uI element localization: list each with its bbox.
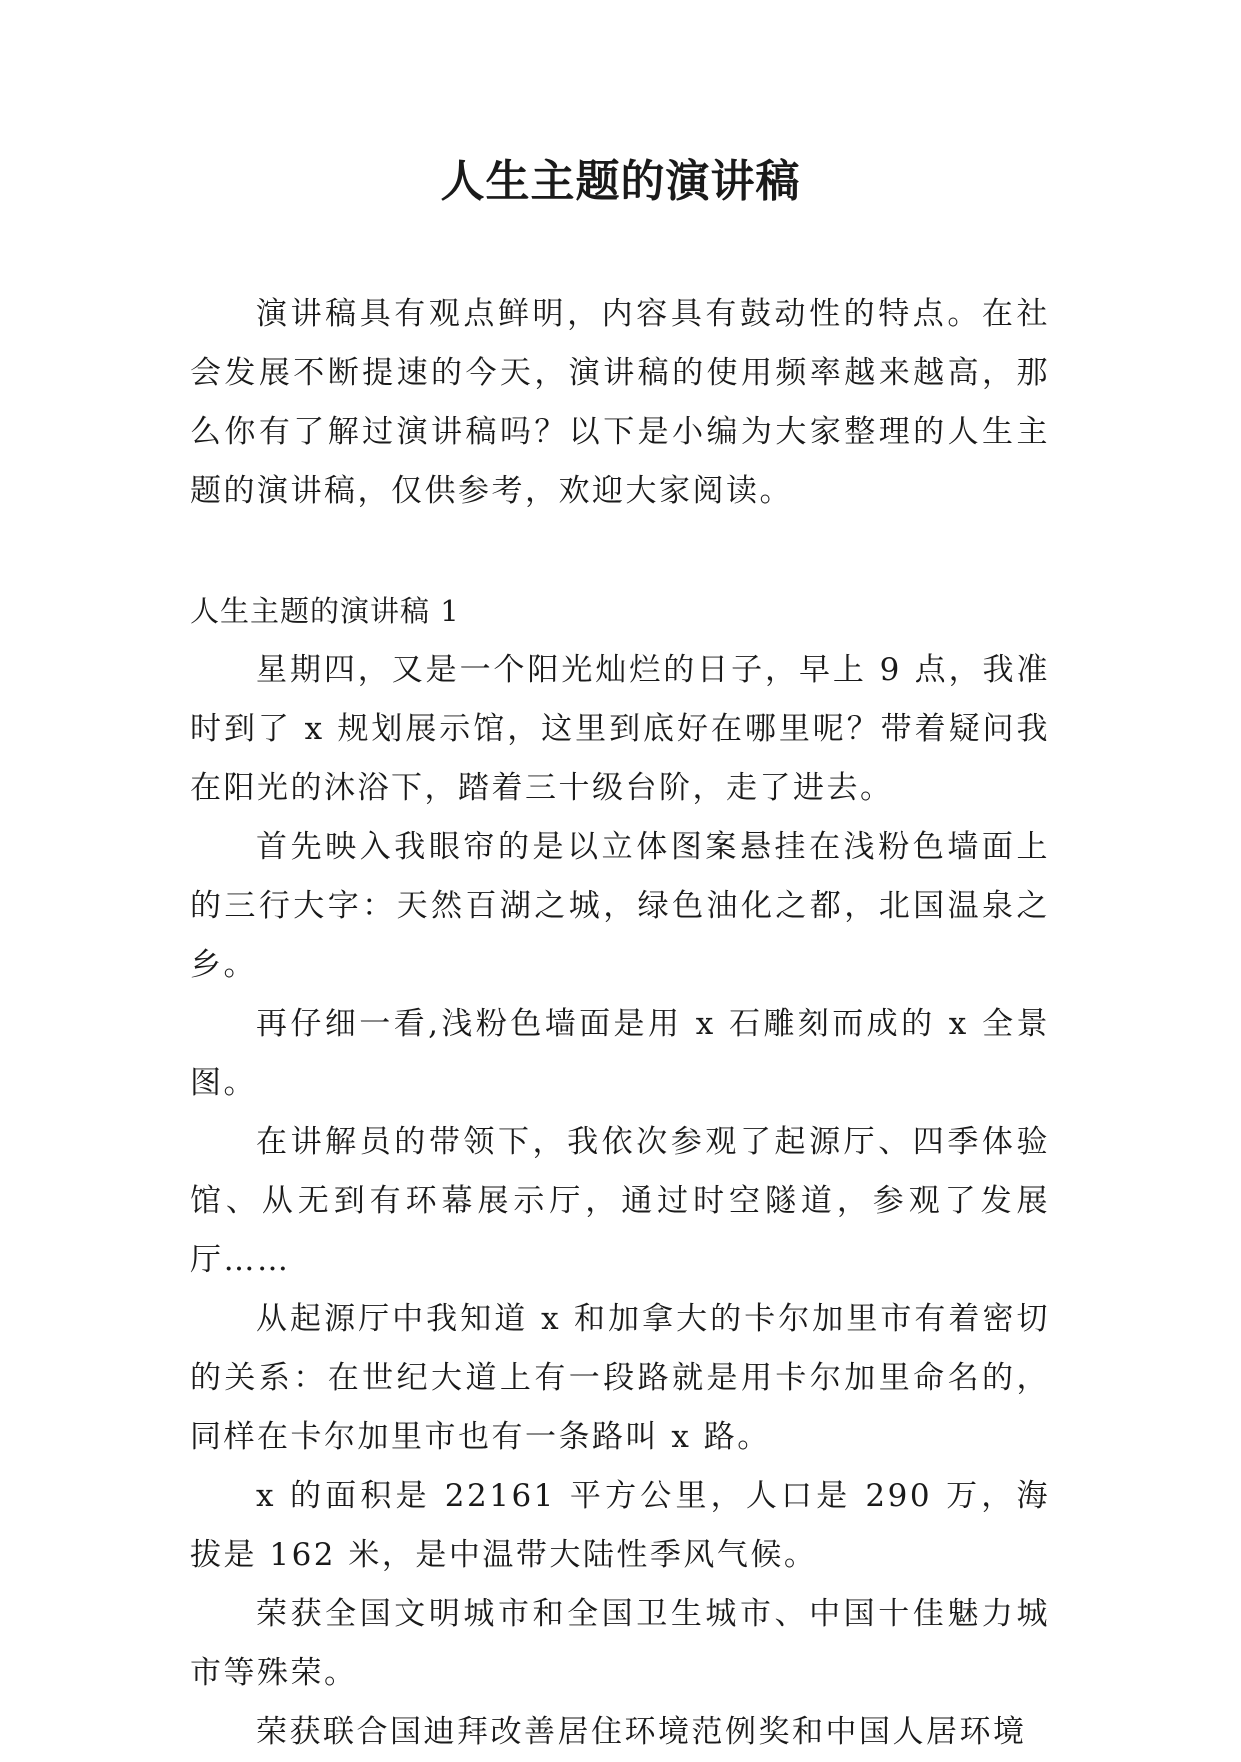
page-title: 人生主题的演讲稿 (440, 156, 801, 207)
body-paragraph: 荣获联合国迪拜改善居住环境范例奖和中国人居环境 (256, 1714, 1027, 1750)
body-paragraph: 从起源厅中我知道 x 和加拿大的卡尔加里市有着密切的关系：在世纪大道上有一段路就是用卡尔加里命名的，同样在卡尔加里市也有一条路叫 x 路。 (190, 1301, 1050, 1455)
body-paragraph: x 的面积是 22161 平方公里，人口是 290 万，海拔是 162 米，是中温带大陆性季风气候。 (190, 1478, 1050, 1573)
section-heading: 人生主题的演讲稿 1 (190, 594, 460, 628)
body-paragraph: 在讲解员的带领下，我依次参观了起源厅、四季体验馆、从无到有环幕展示厅，通过时空隧道，参观了发展厅…… (190, 1124, 1050, 1278)
body-paragraph: 首先映入我眼帘的是以立体图案悬挂在浅粉色墙面上的三行大字：天然百湖之城，绿色油化之都，北国温泉之乡。 (190, 829, 1050, 983)
body-paragraph: 再仔细一看,浅粉色墙面是用 x 石雕刻而成的 x 全景图。 (190, 1006, 1050, 1101)
body-paragraph: 星期四，又是一个阳光灿烂的日子，早上 9 点，我准时到了 x 规划展示馆，这里到底好在哪里呢？带着疑问我在阳光的沐浴下，踏着三十级台阶，走了进去。 (190, 652, 1050, 806)
body-paragraph: 荣获全国文明城市和全国卫生城市、中国十佳魅力城市等殊荣。 (190, 1596, 1050, 1691)
intro-paragraph: 演讲稿具有观点鲜明，内容具有鼓动性的特点。在社会发展不断提速的今天，演讲稿的使用频率越来越高，那么你有了解过演讲稿吗？以下是小编为大家整理的人生主题的演讲稿，仅供参考，欢迎大家阅读。 (190, 296, 1050, 509)
document-body (190, 285, 1050, 1762)
